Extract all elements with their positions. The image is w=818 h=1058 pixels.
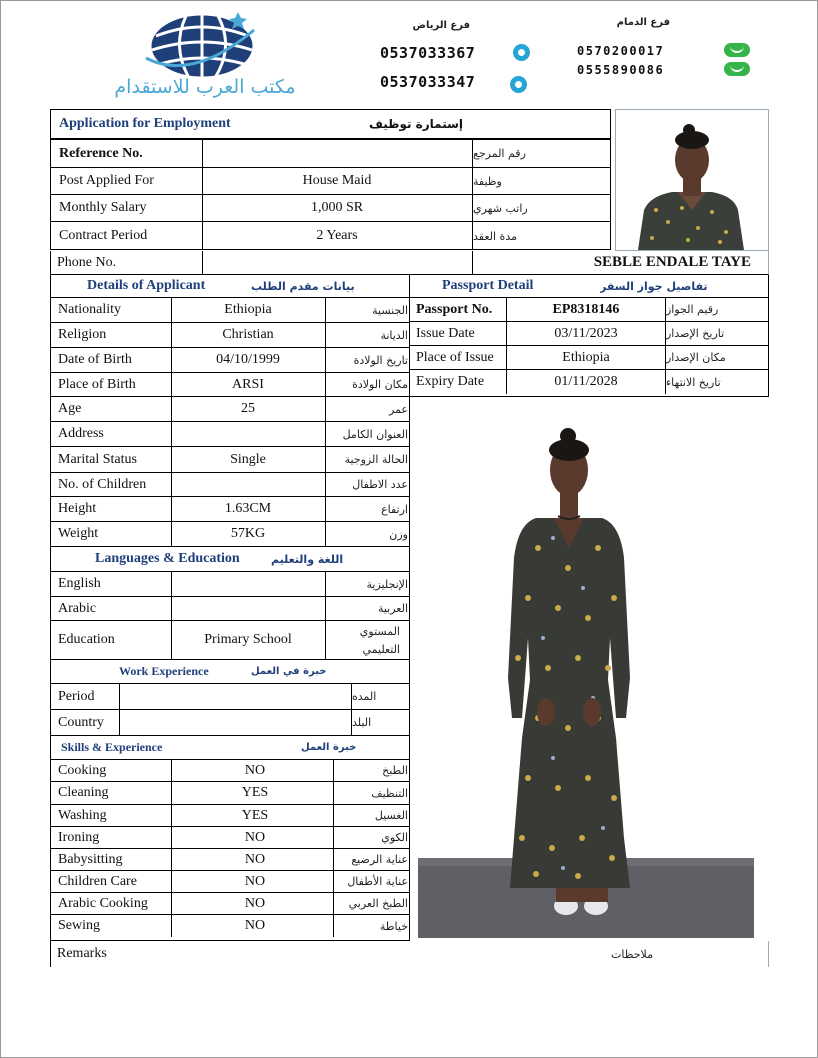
passport-table [410, 275, 769, 397]
skill-label-ar: الغسيل [374, 809, 408, 822]
passport-title-en: Passport Detail [442, 278, 534, 293]
detail-row [51, 473, 409, 497]
passport-value[interactable]: 01/11/2028 [554, 374, 618, 389]
skill-value[interactable]: NO [244, 873, 266, 889]
passport-number-label: Passport No. [416, 301, 493, 317]
reference-row [51, 140, 610, 168]
detail-label-ar: عمر [389, 402, 408, 416]
detail-label-ar: الديانة [380, 328, 408, 342]
skill-label-ar: التنظيف [371, 786, 408, 800]
detail-label: Marital Status [58, 451, 137, 467]
riyadh-branch-title: فرع الرياض [412, 20, 470, 31]
salary-value[interactable]: 1,000 SR [310, 200, 364, 215]
contract-label: Contract Period [59, 228, 148, 243]
education-label: Education [58, 632, 115, 647]
application-title-box [50, 109, 611, 139]
dammam-phone-2[interactable]: 0555890086 [577, 63, 665, 77]
phone-icon [724, 43, 750, 57]
detail-row [51, 348, 409, 373]
detail-value[interactable] [172, 473, 324, 496]
detail-row [51, 323, 409, 348]
skill-row [51, 871, 409, 893]
full-body-photo [418, 418, 754, 938]
skill-value[interactable]: YES [241, 785, 269, 800]
language-label: English [58, 576, 101, 591]
passport-value[interactable]: Ethiopia [562, 349, 610, 365]
applicant-details-table [50, 275, 410, 941]
detail-label: Age [58, 401, 82, 416]
whatsapp-icon [513, 44, 530, 61]
riyadh-phone-2[interactable]: 0537033347 [380, 73, 476, 91]
detail-value[interactable]: Single [230, 451, 266, 467]
detail-value[interactable]: 1.63CM [224, 501, 272, 516]
detail-row [51, 298, 409, 323]
applicant-name: SEBLE ENDALE TAYE [593, 254, 751, 270]
remarks-label-ar: ملاحظات [611, 947, 653, 961]
passport-header [410, 275, 768, 298]
detail-row [51, 497, 409, 522]
skill-row [51, 915, 409, 937]
language-value[interactable] [172, 572, 324, 596]
post-row [51, 168, 610, 195]
passport-row [410, 298, 768, 322]
post-label: Post Applied For [59, 173, 154, 188]
skill-label: Cooking [58, 762, 107, 778]
languages-header [51, 547, 409, 572]
detail-row [51, 397, 409, 422]
details-title-en: Details of Applicant [87, 278, 206, 293]
work-value[interactable] [120, 710, 350, 735]
post-value[interactable]: House Maid [302, 173, 372, 188]
skill-label: Washing [58, 807, 107, 823]
languages-title-ar: اللغة والتعليم [271, 552, 344, 566]
detail-label: Religion [58, 327, 107, 342]
skill-label: Sewing [58, 918, 100, 933]
skill-label: Cleaning [58, 785, 109, 800]
skill-label-ar: خياطة [379, 919, 408, 933]
job-info-table [50, 139, 611, 250]
education-row [51, 621, 409, 660]
detail-label: Height [58, 501, 97, 516]
language-label-ar: الإنجليزية [366, 577, 408, 591]
work-label-ar: المده [352, 690, 377, 703]
detail-label-ar: العنوان الكامل [342, 427, 408, 441]
contract-row [51, 222, 610, 250]
language-row [51, 597, 409, 621]
skill-value[interactable]: NO [244, 851, 266, 867]
agency-name: مكتب العرب للاستقدام [114, 76, 296, 98]
skill-value[interactable]: NO [244, 895, 266, 911]
skill-row [51, 827, 409, 849]
skill-row [51, 849, 409, 871]
headshot-photo-frame [615, 109, 769, 251]
detail-label: Place of Birth [58, 376, 136, 392]
phone-name-row [50, 251, 769, 275]
detail-row [51, 422, 409, 447]
language-label: Arabic [58, 600, 97, 616]
post-label-ar: وظيفة [473, 174, 502, 188]
detail-label: Nationality [58, 302, 121, 317]
passport-title-ar: تفاصيل جواز السفر [600, 279, 708, 293]
skill-row [51, 805, 409, 827]
education-label-ar-2: التعليمي [362, 642, 400, 656]
skill-value[interactable]: YES [241, 807, 269, 823]
reference-label-ar: رقم المرجع [473, 147, 526, 160]
detail-label-ar: عدد الاطفال [352, 478, 408, 491]
skill-label-ar: الطبخ العربي [348, 897, 408, 910]
riyadh-phone-1[interactable]: 0537033367 [380, 44, 476, 62]
detail-label: No. of Children [58, 476, 147, 492]
education-value[interactable]: Primary School [204, 632, 292, 647]
remarks-row [50, 941, 769, 967]
dammam-branch-title: فرع الدمام [616, 17, 670, 28]
passport-label-ar: مكان الإصدار [666, 351, 726, 364]
detail-row [51, 447, 409, 473]
detail-label-ar: مكان الولادة [352, 378, 408, 391]
skill-label: Ironing [58, 829, 100, 845]
passport-label-ar: رقيم الجواز [666, 303, 719, 316]
passport-row [410, 322, 768, 346]
skill-row [51, 760, 409, 782]
reference-label: Reference No. [59, 145, 143, 161]
detail-value[interactable]: Ethiopia [224, 302, 272, 317]
work-label: Period [58, 688, 95, 704]
detail-label: Address [58, 426, 104, 441]
salary-row [51, 195, 610, 222]
detail-label-ar: الجنسية [372, 303, 408, 317]
dammam-phone-1[interactable]: 0570200017 [577, 44, 665, 58]
skill-value[interactable]: NO [244, 918, 266, 933]
skill-value[interactable]: NO [244, 762, 266, 778]
skill-label-ar: عناية الأطفال [347, 875, 408, 888]
skill-label-ar: الطبخ [382, 764, 408, 777]
detail-row [51, 522, 409, 547]
passport-label: Place of Issue [416, 349, 494, 365]
detail-label: Date of Birth [58, 352, 132, 367]
education-label-ar-1: المستوي [359, 624, 400, 638]
work-title-ar: خبرة في العمل [251, 666, 327, 677]
passport-label: Expiry Date [416, 374, 485, 389]
salary-label: Monthly Salary [59, 200, 147, 215]
skills-title-en: Skills & Experience [61, 740, 163, 754]
language-value[interactable] [172, 597, 324, 620]
detail-value[interactable] [172, 422, 324, 446]
work-row [51, 710, 409, 736]
skill-label: Children Care [58, 873, 137, 889]
phone-value[interactable] [203, 251, 471, 274]
language-row [51, 572, 409, 597]
detail-value[interactable]: 04/10/1999 [216, 352, 280, 367]
globe-logo-icon [142, 8, 262, 80]
work-title-en: Work Experience [119, 664, 209, 678]
remarks-label: Remarks [57, 946, 107, 961]
detail-label-ar: الحالة الزوجية [344, 453, 408, 466]
work-label: Country [58, 714, 104, 730]
phone-label: Phone No. [57, 254, 117, 270]
passport-number-value[interactable]: EP8318146 [552, 301, 620, 317]
detail-value[interactable]: ARSI [232, 376, 264, 392]
passport-label-ar: تاريخ الإصدار [666, 327, 725, 340]
detail-value[interactable]: 57KG [230, 526, 266, 541]
work-value[interactable] [120, 684, 350, 709]
detail-label-ar: وزن [389, 527, 408, 541]
details-header [51, 275, 409, 298]
work-header [51, 660, 409, 684]
details-title-ar: بيانات مقدم الطلب [251, 279, 355, 293]
work-label-ar: البلد [352, 716, 372, 729]
contract-label-ar: مدة العقد [473, 229, 517, 243]
detail-value[interactable]: Christian [222, 327, 274, 342]
work-row [51, 684, 409, 710]
detail-label-ar: ارتفاع [381, 502, 408, 516]
detail-row [51, 373, 409, 397]
detail-value[interactable]: 25 [241, 401, 255, 416]
detail-label-ar: تاريخ الولادة [353, 353, 408, 367]
skill-row [51, 893, 409, 915]
language-label-ar: العربية [377, 602, 408, 615]
reference-value[interactable] [203, 140, 471, 167]
phone-icon [724, 62, 750, 76]
skills-title-ar: خبرة العمل [301, 742, 357, 753]
form-title-ar: إستمارة توظيف [368, 117, 464, 131]
skills-header [51, 736, 409, 760]
skill-label-ar: الكوي [381, 831, 408, 844]
skill-label-ar: عناية الرضيع [351, 853, 408, 866]
salary-label-ar: راتب شهري [473, 201, 528, 215]
skill-value[interactable]: NO [244, 829, 266, 845]
detail-label: Weight [58, 526, 99, 541]
skill-label: Babysitting [58, 851, 123, 867]
passport-row [410, 346, 768, 370]
passport-row [410, 370, 768, 394]
languages-title-en: Languages & Education [95, 551, 240, 566]
passport-label: Issue Date [416, 325, 475, 341]
passport-label-ar: تاريخ الانتهاء [666, 375, 721, 389]
skill-row [51, 782, 409, 805]
whatsapp-icon [510, 76, 527, 93]
agency-logo [70, 8, 340, 103]
headshot-photo [616, 110, 768, 250]
form-title-en: Application for Employment [59, 116, 231, 131]
passport-value[interactable]: 03/11/2023 [554, 325, 618, 341]
skill-label: Arabic Cooking [58, 895, 148, 911]
contract-value[interactable]: 2 Years [316, 228, 358, 243]
